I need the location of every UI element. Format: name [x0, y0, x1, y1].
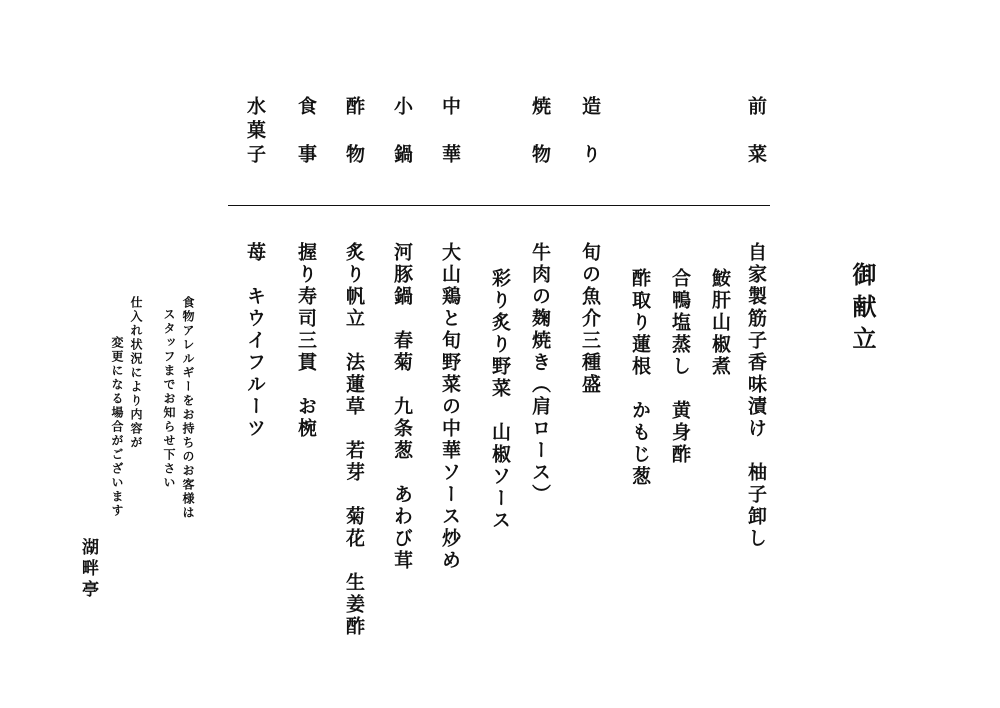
dish-tsukuri-1: 旬の魚介三種盛 [579, 242, 601, 396]
supply-note-2: 変更になる場合がございます [110, 336, 124, 518]
dish-chuka-1: 大山鶏と旬野菜の中華ソース炒め [439, 242, 461, 572]
menu-title: 御献立 [848, 262, 877, 358]
shop-name: 湖畔亭 [78, 538, 98, 601]
dish-zensai-4: 酢取り蓮根 かもじ葱 [629, 268, 651, 488]
course-name-konabe: 小 鍋 [391, 96, 413, 168]
allergy-note-1: 食物アレルギーをお持ちのお客様は [181, 296, 195, 520]
course-name-tsukuri: 造 り [579, 96, 601, 168]
supply-note-1: 仕入れ状況により内容が [129, 296, 143, 450]
dish-mizugashi-1: 苺 キウイフルーツ [244, 242, 266, 440]
dish-yakimono-1: 牛肉の麹焼き（肩ロース） [529, 242, 551, 506]
course-name-chuka: 中 華 [439, 96, 461, 168]
course-name-yakimono: 焼 物 [529, 96, 551, 168]
dish-yakimono-2: 彩り炙り野菜 山椒ソース [489, 268, 511, 532]
dish-konabe-1: 河豚鍋 春菊 九条葱 あわび茸 [391, 242, 413, 572]
course-name-mizugashi: 水菓子 [244, 96, 266, 168]
dish-zensai-1: 自家製筋子香味漬け 柚子卸し [745, 242, 767, 550]
dish-shokuji-1: 握り寿司三貫 お椀 [295, 242, 317, 440]
section-divider [228, 205, 770, 206]
dish-sunomono-1: 炙り帆立 法蓮草 若芽 菊花 生姜酢 [343, 242, 365, 638]
allergy-note-2: スタッフまでお知らせ下さい [162, 308, 176, 490]
course-name-sunomono: 酢 物 [343, 96, 365, 168]
dish-zensai-3: 合鴨塩蒸し 黄身酢 [669, 268, 691, 466]
course-name-shokuji: 食 事 [295, 96, 317, 168]
course-name-zensai: 前 菜 [745, 96, 767, 168]
dish-zensai-2: 鮟肝山椒煮 [709, 268, 731, 378]
